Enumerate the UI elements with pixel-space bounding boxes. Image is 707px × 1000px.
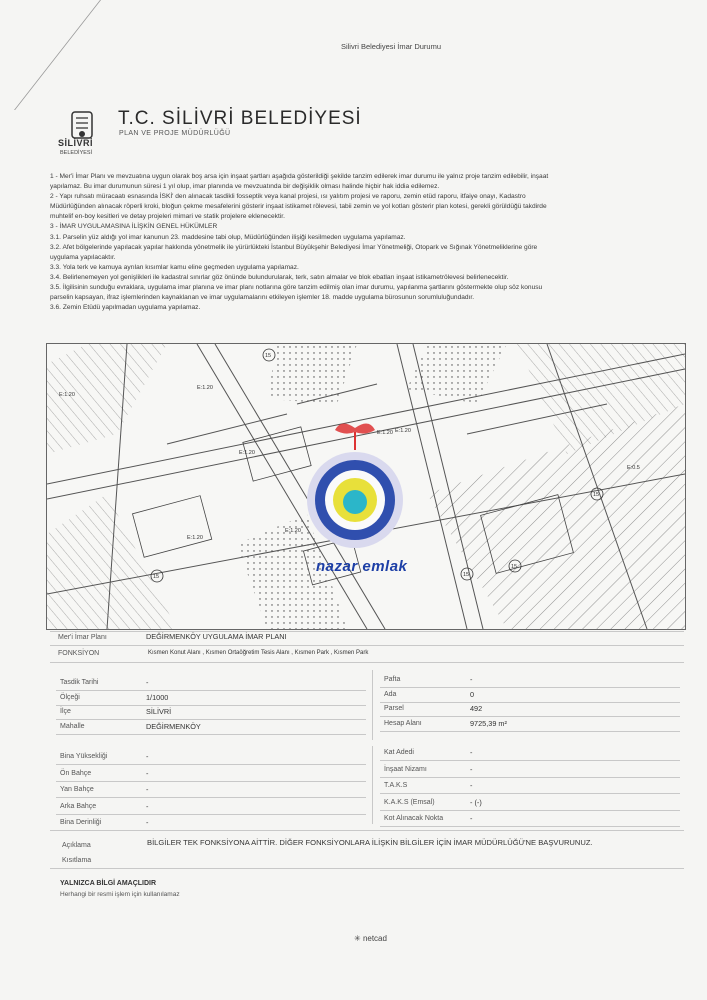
- map-circled-number: 15: [593, 492, 600, 498]
- map-label: E:1.20: [59, 392, 75, 398]
- plan-value: DEĞİRMENKÖY UYGULAMA İMAR PLANI: [146, 632, 287, 641]
- row-divider: [380, 702, 680, 703]
- netcad-brand: [354, 934, 387, 943]
- netcad-brand-text: netcad: [362, 934, 387, 943]
- form-divider: [50, 645, 684, 646]
- row-divider: [380, 731, 680, 732]
- right_rows2-value: -: [470, 748, 473, 757]
- info-notice-sub: Herhangi bir resmi işlem için kullanılamaz: [60, 891, 180, 898]
- watermark-badge-icon: [305, 422, 405, 562]
- form-divider: [50, 868, 684, 869]
- map-label: E:1.20: [395, 428, 411, 434]
- clause-line: 3.3. Yola terk ve kamuya ayrılan kısımlar kamu eline geçmeden uygulama yapılamaz.: [50, 263, 299, 271]
- left_rows-value: 1/1000: [146, 692, 169, 702]
- map-circled-number: 15: [463, 572, 470, 578]
- row-divider: [380, 826, 680, 827]
- map-label: E:1.20: [187, 535, 203, 541]
- clause-line: 2 - Yapı ruhsatı müracaatı esnasında İSKİ' den alınacak tasdikli fosseptik veya kanal projesi, ısı yalıtım projesi ve raporu, zemin etüd raporu, itfaiye onayı, Kadastro: [50, 193, 526, 201]
- row-divider: [56, 764, 366, 765]
- fonksiyon-value: Kısmen Konut Alanı , Kısmen Ortaöğretim Tesis Alanı , Kısmen Park , Kısmen Park: [148, 650, 369, 656]
- aciklama-label: Açıklama: [62, 842, 91, 849]
- map-label: E:1.20: [197, 385, 213, 391]
- clause-line: 3.6. Zemin Etüdü yapılmadan uygulama yapılamaz.: [50, 304, 201, 312]
- row-divider: [56, 690, 366, 691]
- right_rows2-label: K.A.K.S (Emsal): [384, 798, 435, 806]
- row-divider: [56, 781, 366, 782]
- left_rows2-label: Ön Bahçe: [60, 769, 92, 777]
- left_rows-value: -: [146, 678, 149, 687]
- right_rows2-value: -: [470, 764, 473, 774]
- right_rows-value: 9725,39 m²: [470, 718, 507, 728]
- kisitlama-label: Kısıtlama: [62, 857, 92, 864]
- left_rows-label: Mahalle: [60, 722, 85, 730]
- page-fold: [0, 0, 101, 110]
- right_rows-label: Ada: [384, 690, 397, 698]
- map-circled-number: 15: [511, 564, 518, 570]
- right_rows2-label: Kot Alınacak Nokta: [384, 815, 444, 822]
- row-divider: [56, 797, 366, 798]
- right_rows-value: -: [470, 675, 473, 684]
- clause-line: 3.2. Afet bölgelerinde yapılacak yapılar hakkında yönetmelik ile yürürlükteki İstanbul Büyükşehir Belediyesi İmar Yönetmeliği, Otopark ve Sığınak Yönetmeliklerine göre: [50, 243, 538, 251]
- left_rows2-label: Yan Bahçe: [60, 786, 94, 793]
- row-divider: [380, 687, 680, 688]
- clauses-text: [50, 172, 680, 313]
- left_rows2-value: -: [146, 818, 149, 827]
- right_rows2-value: -: [470, 814, 473, 823]
- clause-line: 3.1. Parselin yüz aldığı yol imar kanunun 23. maddesine tabi olup, Müdürlüğünden ilişiği kesilmeden uygulama yapılamaz.: [50, 233, 406, 241]
- map-label: E:0.5: [627, 465, 640, 471]
- logo-name: SİLİVRİ: [58, 138, 94, 148]
- netcad-logo-icon: ✳: [354, 934, 361, 943]
- watermark-text: nazar emlak: [316, 558, 408, 575]
- left_rows-value: DEĞİRMENKÖY: [146, 721, 201, 731]
- left_rows2-label: Bina Derinliği: [60, 819, 102, 826]
- map-circled-number: 15: [265, 353, 272, 359]
- form-divider-v: [372, 670, 373, 740]
- row-divider: [380, 810, 680, 811]
- map-label: E:1.20: [285, 528, 301, 534]
- row-divider: [56, 719, 366, 720]
- right_rows-label: Parsel: [384, 705, 404, 712]
- plan-label: Mer'i İmar Planı: [58, 634, 107, 641]
- right_rows2-value: - (-): [470, 797, 482, 807]
- form-divider-v: [372, 746, 373, 824]
- map-label: E:1.20: [239, 450, 255, 456]
- row-divider: [380, 716, 680, 717]
- left_rows-label: İlçe: [60, 708, 71, 715]
- left_rows2-label: Bina Yüksekliği: [60, 753, 108, 760]
- page-title: T.C. SİLİVRİ BELEDİYESİ: [118, 108, 362, 129]
- left_rows-label: Tasdik Tarihi: [60, 679, 99, 686]
- left_rows-label: Ölçeği: [60, 693, 80, 701]
- clause-line: uygulama yapılacaktır.: [50, 253, 116, 261]
- form-divider: [50, 662, 684, 663]
- row-divider: [56, 830, 366, 831]
- left_rows2-value: -: [146, 785, 149, 794]
- row-divider: [380, 793, 680, 794]
- form-divider: [50, 830, 684, 831]
- right_rows2-label: İnşaat Nizamı: [384, 765, 427, 773]
- row-divider: [380, 760, 680, 761]
- left_rows2-label: Arka Bahçe: [60, 802, 97, 810]
- right_rows-label: Pafta: [384, 676, 401, 683]
- row-divider: [56, 734, 366, 735]
- form-divider: [50, 631, 684, 632]
- left_rows2-value: -: [146, 752, 149, 761]
- clause-line: Müdürlüğünden alınacak röperli kroki, bloğun çekme mesafelerini gösterir inşaat istikamet rölevesi, tabii zemin ve yol kotları gösterir plan kotesi, gerekli görüldüğü takdirde: [50, 203, 547, 211]
- left_rows2-value: -: [146, 768, 149, 778]
- clause-line: parselin kapsayan, ifraz işlemlerinden kaynaklanan ve imar uygulamalarını etkileyen işlemler 18. madde uygulama bürosunun sorumluluğundadır.: [50, 294, 475, 302]
- aciklama-value: BİLGİLER TEK FONKSİYONA AİTTİR. DİĞER FONKSİYONLARA İLİŞKİN BİLGİLER İÇİN İMAR MÜDÜRLÜĞÜ'NE BAŞVURUNUZ.: [147, 838, 593, 847]
- clause-line: 3 - İMAR UYGULAMASINA İLİŞKİN GENEL HÜKÜMLER: [50, 223, 218, 231]
- left_rows2-value: -: [146, 801, 149, 811]
- info-notice: YALNIZCA BİLGİ AMAÇLIDIR: [60, 880, 157, 887]
- right_rows2-label: Kat Adedi: [384, 749, 414, 756]
- logo-sub: BELEDİYESİ: [60, 150, 93, 156]
- right_rows2-value: -: [470, 781, 473, 790]
- row-divider: [380, 777, 680, 778]
- right_rows2-label: T.A.K.S: [384, 782, 408, 789]
- row-divider: [56, 705, 366, 706]
- clause-line: 3.5. İlgilisinin sunduğu evraklara, uygulama imar planına ve imar planı notlarına göre tanzim edilmiş olan imar durumu, yapılanma şartlarını göstermekte olup söz konusu: [50, 284, 543, 292]
- row-divider: [56, 814, 366, 815]
- map-label: E:1.20: [377, 430, 393, 436]
- clause-line: 1 - Mer'i İmar Planı ve mevzuatına uygun olarak boş arsa için inşaat şartları aşağıda gösterildiği şekilde tanzim edilerek imar durumu ile yalnız proje tanzim edilebilir, inşaat: [50, 173, 549, 180]
- page-subtitle: PLAN VE PROJE MÜDÜRLÜĞÜ: [119, 130, 231, 137]
- right_rows-value: 492: [470, 704, 483, 713]
- left_rows-value: SİLİVRİ: [146, 707, 172, 716]
- header-top-title: Silivri Belediyesi İmar Durumu: [340, 42, 441, 51]
- map-circled-number: 15: [153, 574, 160, 580]
- right_rows-label: Hesap Alanı: [384, 719, 422, 727]
- clause-line: 3.4. Belirlenemeyen yol genişlikleri ile kadastral sınırlar göz önünde bulundurularak, terk, satın almalar ve blok ebatları inşaat istikametrölevesi belirlenecektir.: [50, 273, 509, 281]
- fonksiyon-label: FONKSİYON: [58, 650, 100, 657]
- right_rows-value: 0: [470, 689, 475, 699]
- clause-line: muhtelif en-boy kesitleri ve detay projeleri mimari ve statik projelere eklenecektir.: [50, 213, 285, 221]
- clause-line: yapılamaz. Bu imar durumunun süresi 1 yıl olup, imar planında ve mevzuatında bir değişiklik olması halinde hiçbir hak iddia edilemez.: [50, 183, 440, 191]
